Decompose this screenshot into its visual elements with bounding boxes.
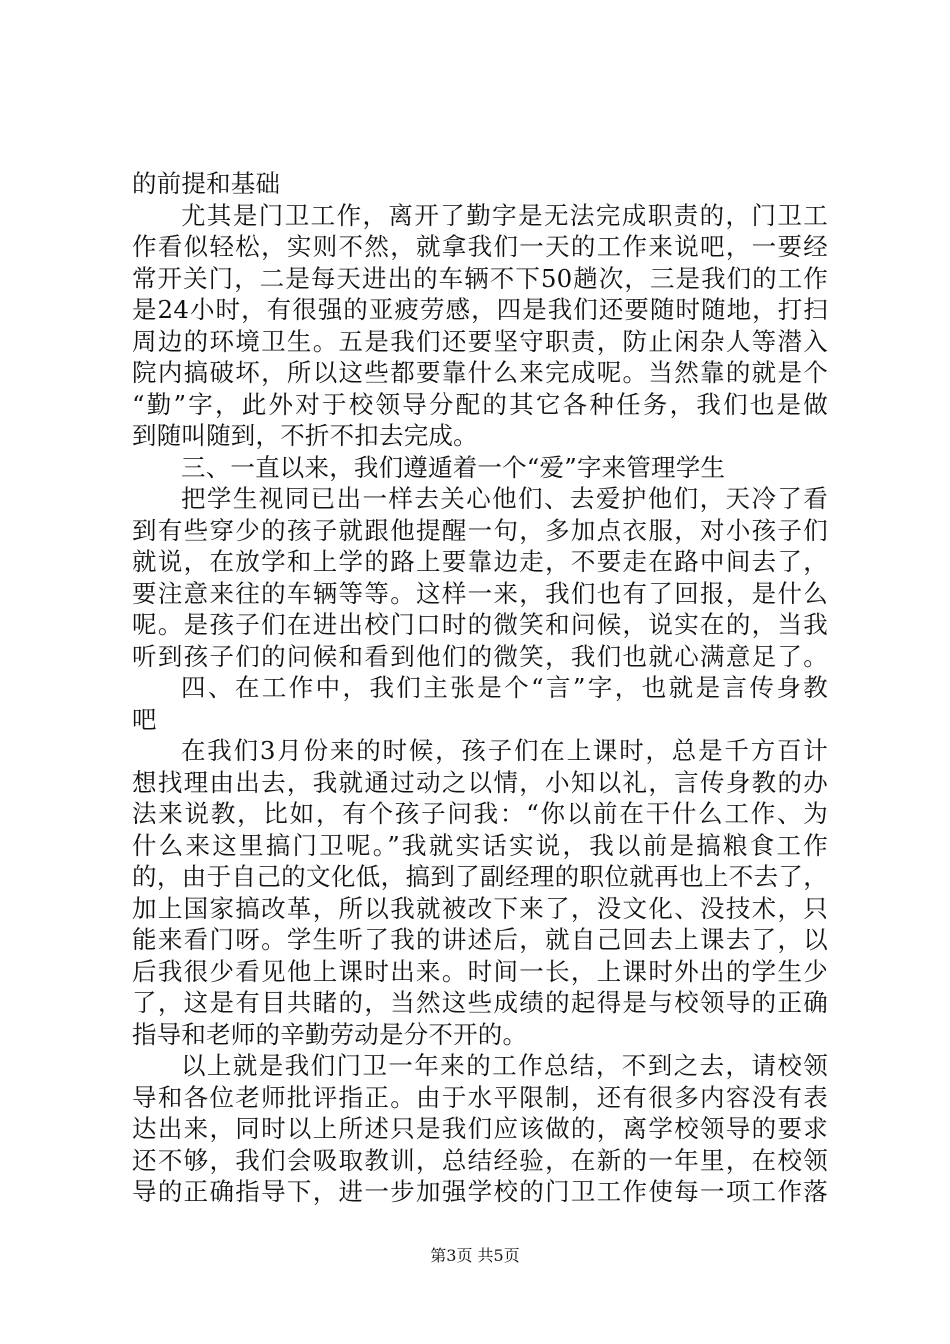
text-line: 呢。是孩子们在进出校门口时的微笑和问候，说实在的，当我	[132, 610, 828, 639]
text-line: 法来说教，比如，有个孩子问我：“你以前在干什么工作、为	[132, 799, 828, 828]
text-line: 后我很少看见他上课时出来。时间一长，上课时外出的学生少	[132, 956, 828, 986]
text-line: 在我们3月份来的时候，孩子们在上课时，总是千方百计	[181, 736, 828, 765]
text-line: 四、在工作中，我们主张是个“言”字，也就是言传身教	[181, 673, 828, 702]
text-line: 常开关门，二是每天进出的车辆不下50趟次，三是我们的工作	[132, 263, 828, 293]
text-line: 了，这是有目共睹的，当然这些成绩的起得是与校领导的正确	[132, 988, 828, 1017]
text-line: 指导和老师的辛勤劳动是分不开的。	[132, 1019, 528, 1049]
text-line: 作看似轻松，实则不然，就拿我们一天的工作来说吧，一要经	[132, 232, 828, 261]
page-number-label: 第3页 共5页	[430, 1246, 520, 1265]
text-line: 院内搞破坏，所以这些都要靠什么来完成呢。当然靠的就是个	[132, 358, 828, 387]
text-line: 导的正确指导下，进一步加强学校的门卫工作使每一项工作落	[132, 1177, 828, 1206]
text-line: 到有些穿少的孩子就跟他提醒一句，多加点衣服，对小孩子们	[132, 515, 828, 545]
document-body	[132, 168, 828, 1208]
text-line: 要注意来往的车辆等等。这样一来，我们也有了回报，是什么	[132, 578, 828, 608]
text-line: 到随叫随到，不折不扣去完成。	[132, 421, 478, 450]
text-line: 加上国家搞改革，所以我就被改下来了，没文化、没技术，只	[132, 893, 828, 923]
page-footer	[0, 1244, 950, 1268]
text-line: 听到孩子们的问候和看到他们的微笑，我们也就心满意足了。	[132, 641, 828, 671]
text-line: “勤”字，此外对于校领导分配的其它各种任务，我们也是做	[132, 389, 828, 419]
text-line: 周边的环境卫生。五是我们还要坚守职责，防止闲杂人等潜入	[132, 326, 828, 356]
text-line: 想找理由出去，我就通过动之以情，小知以礼，言传身教的办	[132, 767, 828, 797]
text-line: 尤其是门卫工作，离开了勤字是无法完成职责的，门卫工	[181, 200, 828, 230]
text-line: 还不够，我们会吸取教训，总结经验，在新的一年里，在校领	[132, 1145, 828, 1175]
text-line: 以上就是我们门卫一年来的工作总结，不到之去，请校领	[181, 1051, 828, 1080]
text-line: 达出来，同时以上所述只是我们应该做的，离学校领导的要求	[132, 1114, 828, 1143]
text-line: 把学生视同已出一样去关心他们、去爱护他们，天冷了看	[181, 484, 828, 513]
text-line: 的前提和基础	[132, 169, 281, 198]
text-line: 能来看门呀。学生听了我的讲述后，就自己回去上课去了，以	[132, 925, 828, 954]
text-line: 吧	[132, 704, 157, 734]
text-line: 导和各位老师批评指正。由于水平限制，还有很多内容没有表	[132, 1082, 828, 1112]
text-line: 的，由于自己的文化低，搞到了副经理的职位就再也上不去了，	[132, 862, 828, 891]
text-line: 什么来这里搞门卫呢。”我就实话实说，我以前是搞粮食工作	[132, 830, 828, 860]
text-line: 三、一直以来，我们遵遁着一个“爱”字来管理学生	[181, 452, 726, 482]
text-line: 是24小时，有很强的亚疲劳感，四是我们还要随时随地，打扫	[132, 295, 828, 324]
text-line: 就说，在放学和上学的路上要靠边走，不要走在路中间去了，	[132, 547, 828, 576]
